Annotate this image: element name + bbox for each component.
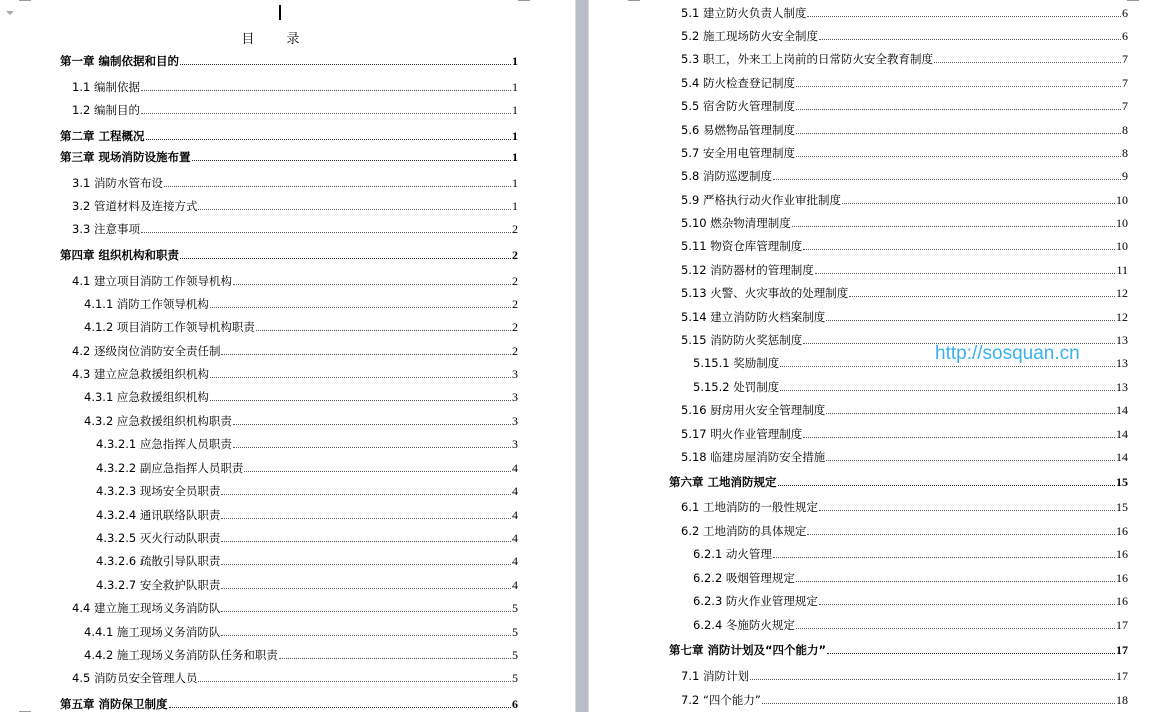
toc-leader-dots [164,186,511,187]
toc-entry[interactable] [96,461,518,475]
toc-entry[interactable] [96,531,518,545]
toc-entry[interactable] [72,80,518,94]
toc-entry-label: 5.10 燃杂物清理制度 [681,216,791,230]
toc-page-number: 8 [1122,146,1128,160]
toc-entry-label: 第三章 现场消防设施布置 [60,150,191,164]
toc-entry-label: 4.3 建立应急救援组织机构 [72,367,209,381]
toc-entry[interactable] [693,380,1128,394]
toc-leader-dots [796,156,1121,157]
toc-leader-dots [221,588,511,589]
toc-page-number: 2 [512,248,518,262]
toc-entry-label: 7.1 消防计划 [681,669,749,683]
toc-entry-label: 1.2 编制目的 [72,103,140,117]
toc-page-number: 4 [512,578,518,592]
toc-leader-dots [233,284,511,285]
toc-leader-dots [827,653,1115,654]
toc-entry-label: 1.1 编制依据 [72,80,140,94]
toc-page-number: 2 [512,297,518,311]
toc-leader-dots [796,628,1115,629]
toc-entry[interactable] [72,274,518,288]
toc-entry-label: 5.5 宿舍防火管理制度 [681,99,795,113]
toc-entry[interactable] [72,103,518,117]
toc-leader-dots [192,160,511,161]
toc-entry[interactable] [84,390,518,404]
toc-entry-label: 4.2 逐级岗位消防安全责任制 [72,344,221,358]
toc-page-number: 1 [512,54,518,68]
toc-entry-label: 6.2.2 吸烟管理规定 [693,571,795,585]
toc-page-number: 16 [1116,594,1128,608]
toc-page-number: 17 [1116,643,1128,657]
toc-entry-label: 5.8 消防巡逻制度 [681,169,772,183]
toc-leader-dots [750,679,1115,680]
toc-entry-label: 4.3.2.1 应急指挥人员职责 [96,437,232,451]
toc-page-number: 6 [1122,6,1128,20]
toc-entry-label: 6.1 工地消防的一般性规定 [681,500,818,514]
page-corner-mark [628,0,640,1]
toc-entry[interactable] [681,403,1128,417]
page-gap [575,0,589,712]
toc-entry-label: 6.2.3 防火作业管理规定 [693,594,818,608]
toc-page-number: 3 [512,390,518,404]
toc-entry-label: 第六章 工地消防规定 [669,475,777,489]
toc-entry[interactable] [681,76,1128,90]
page-corner-mark [19,0,31,1]
toc-entry-label: 第七章 消防计划及“四个能力” [669,643,827,657]
toc-page-number: 4 [512,484,518,498]
toc-page-number: 7 [1122,52,1128,66]
toc-entry[interactable] [681,310,1128,324]
toc-entry-label: 5.3 职工，外来工上岗前的日常防火安全教育制度 [681,52,933,66]
toc-leader-dots [796,109,1121,110]
toc-page-number: 14 [1116,427,1128,441]
toc-entry[interactable] [693,547,1128,561]
toc-entry-label: 6.2.4 冬施防火规定 [693,618,795,632]
toc-entry[interactable] [681,669,1128,683]
toc-page-number: 8 [1122,123,1128,137]
toc-entry-label: 4.1.1 消防工作领导机构 [84,297,209,311]
toc-entry[interactable] [681,29,1128,43]
toc-entry[interactable] [681,193,1128,207]
toc-entry[interactable] [84,648,518,662]
toc-entry-label: 4.1.2 项目消防工作领导机构职责 [84,320,255,334]
toc-entry-label: 第一章 编制依据和目的 [60,54,180,68]
toc-entry-label: 5.1 建立防火负责人制度 [681,6,807,20]
toc-entry[interactable] [84,320,518,334]
toc-entry-label: 5.13 火警、火灾事故的处理制度 [681,286,849,300]
toc-entry[interactable] [681,52,1128,66]
toc-page-number: 2 [512,222,518,236]
toc-entry-label: 4.3.2.7 安全救护队职责 [96,578,221,592]
toc-entry[interactable] [96,437,518,451]
toc-entry[interactable] [84,297,518,311]
toc-entry-label: 3.3 注意事项 [72,222,140,236]
toc-page-number: 13 [1116,356,1128,370]
toc-entry-label: 5.18 临建房屋消防安全措施 [681,450,826,464]
toc-page-number: 10 [1116,216,1128,230]
toc-leader-dots [210,377,511,378]
toc-leader-dots [141,232,511,233]
toc-leader-dots [221,564,511,565]
toc-leader-dots [244,471,511,472]
toc-page-number: 1 [512,199,518,213]
toc-entry[interactable] [681,693,1128,707]
toc-leader-dots [819,510,1115,511]
toc-leader-dots [780,366,1115,367]
toc-entry-label: 5.9 严格执行动火作业审批制度 [681,193,841,207]
toc-page-number: 4 [512,554,518,568]
toc-entry-label: 第四章 组织机构和职责 [60,248,180,262]
toc-leader-dots [169,707,511,708]
toc-entry[interactable] [84,414,518,428]
toc-entry-label: 5.12 消防器材的管理制度 [681,263,814,277]
toc-leader-dots [198,209,511,210]
toc-leader-dots [807,16,1121,17]
toc-leader-dots [141,90,511,91]
toc-entry-label: 4.3.2.3 现场安全员职责 [96,484,221,498]
toc-page-number: 15 [1116,475,1128,489]
toc-page-number: 10 [1116,193,1128,207]
toc-entry-label: 4.3.2 应急救援组织机构职责 [84,414,232,428]
toc-leader-dots [233,424,511,425]
toc-leader-dots [849,296,1115,297]
toc-page-number: 4 [512,508,518,522]
toc-leader-dots [796,86,1121,87]
toc-page-number: 9 [1122,169,1128,183]
toc-leader-dots [279,658,511,659]
toc-leader-dots [221,494,511,495]
toc-leader-dots [221,518,511,519]
toc-leader-dots [792,226,1115,227]
toc-entry-label: 第二章 工程概况 [60,129,145,143]
toc-leader-dots [210,400,511,401]
toc-page-number: 4 [512,461,518,475]
toc-leader-dots [773,557,1115,558]
toc-entry[interactable] [681,524,1128,538]
toc-page-number: 5 [512,601,518,615]
toc-chapter-entry[interactable] [60,54,518,68]
toc-entry[interactable] [96,554,518,568]
toc-page-number: 7 [1122,99,1128,113]
toc-page-number: 14 [1116,450,1128,464]
text-cursor [279,5,281,20]
toc-page-number: 14 [1116,403,1128,417]
toc-leader-dots [796,133,1121,134]
toc-leader-dots [221,354,511,355]
toc-entry-label: 5.6 易燃物品管理制度 [681,123,795,137]
toc-title: 目 录 [241,32,314,47]
toc-entry[interactable] [681,427,1128,441]
toc-leader-dots [141,113,511,114]
toc-leader-dots [773,179,1121,180]
toc-entry[interactable] [84,625,518,639]
toc-leader-dots [796,581,1115,582]
toc-entry-label: 5.11 物资仓库管理制度 [681,239,803,253]
toc-page-number: 2 [512,320,518,334]
toc-entry-label: 5.15.2 处罚制度 [693,380,780,394]
toc-leader-dots [146,139,511,140]
toc-entry[interactable] [681,239,1128,253]
toc-entry[interactable] [96,484,518,498]
watermark: http://sosquan.cn [935,343,1080,364]
toc-leader-dots [803,249,1115,250]
toc-entry[interactable] [72,222,518,236]
toc-page-number: 18 [1116,693,1128,707]
toc-page-number: 1 [512,129,518,143]
toc-page-number: 16 [1116,524,1128,538]
toc-entry-label: 4.5 消防员安全管理人员 [72,671,198,685]
toc-page-number: 6 [512,697,518,711]
toc-entry[interactable] [72,199,518,213]
toc-page-number: 17 [1116,618,1128,632]
toc-page-number: 1 [512,103,518,117]
toc-entry-label: 3.1 消防水管布设 [72,176,163,190]
toc-page-number: 15 [1116,500,1128,514]
toc-entry[interactable] [72,344,518,358]
toc-page-number: 16 [1116,571,1128,585]
toc-entry[interactable] [72,601,518,615]
toc-entry-label: 4.3.2.6 疏散引导队职责 [96,554,221,568]
toc-entry-label: 4.3.1 应急救援组织机构 [84,390,209,404]
toc-page-number: 1 [512,80,518,94]
toc-page-number: 17 [1116,669,1128,683]
toc-entry[interactable] [72,671,518,685]
toc-page-number: 5 [512,625,518,639]
toc-page-number: 7 [1122,76,1128,90]
toc-leader-dots [778,485,1115,486]
ruler-marker-icon [6,11,14,15]
toc-entry-label: 4.3.2.4 通讯联络队职责 [96,508,221,522]
toc-entry[interactable] [72,176,518,190]
toc-chapter-entry[interactable] [669,643,1128,657]
toc-leader-dots [826,320,1115,321]
toc-entry-label: 5.16 厨房用火安全管理制度 [681,403,826,417]
toc-leader-dots [803,437,1115,438]
toc-entry[interactable] [72,367,518,381]
toc-page-number: 3 [512,437,518,451]
toc-entry-label: 5.14 建立消防防火档案制度 [681,310,826,324]
toc-entry-label: 4.1 建立项目消防工作领导机构 [72,274,232,288]
toc-entry-label: 5.2 施工现场防火安全制度 [681,29,818,43]
toc-leader-dots [780,390,1115,391]
toc-entry-label: 5.15.1 奖励制度 [693,356,780,370]
toc-entry[interactable] [681,123,1128,137]
toc-page-number: 3 [512,414,518,428]
toc-page-number: 6 [1122,29,1128,43]
toc-leader-dots [842,203,1115,204]
toc-leader-dots [826,413,1115,414]
toc-page-number: 12 [1116,310,1128,324]
toc-page-number: 1 [512,176,518,190]
toc-page-number: 10 [1116,239,1128,253]
toc-page-number: 13 [1116,380,1128,394]
toc-entry-label: 4.4.1 施工现场义务消防队 [84,625,221,639]
toc-entry[interactable] [96,508,518,522]
toc-page-number: 5 [512,671,518,685]
toc-entry-label: 5.7 安全用电管理制度 [681,146,795,160]
toc-chapter-entry[interactable] [60,697,518,711]
toc-chapter-entry[interactable] [60,150,518,164]
toc-entry[interactable] [693,571,1128,585]
toc-leader-dots [180,64,511,65]
toc-entry[interactable] [681,500,1128,514]
toc-page-number: 11 [1116,263,1128,277]
toc-entry-label: 4.4 建立施工现场义务消防队 [72,601,221,615]
toc-leader-dots [815,273,1116,274]
toc-leader-dots [807,534,1115,535]
toc-entry-label: 4.4.2 施工现场义务消防队任务和职责 [84,648,278,662]
toc-entry-label: 6.2.1 动火管理 [693,547,772,561]
toc-entry-label: 4.3.2.5 灭火行动队职责 [96,531,221,545]
toc-leader-dots [221,541,511,542]
page-corner-mark [1127,0,1139,1]
toc-entry-label: 5.15 消防防火奖惩制度 [681,333,803,347]
toc-leader-dots [221,635,511,636]
toc-page-number: 4 [512,531,518,545]
toc-entry-label: 3.2 管道材料及连接方式 [72,199,198,213]
toc-leader-dots [198,681,511,682]
toc-page-number: 1 [512,150,518,164]
toc-entry[interactable] [96,578,518,592]
toc-page-number: 5 [512,648,518,662]
toc-entry-label: 6.2 工地消防的具体规定 [681,524,807,538]
toc-entry[interactable] [681,146,1128,160]
toc-entry[interactable] [693,594,1128,608]
toc-leader-dots [819,604,1115,605]
toc-entry[interactable] [681,450,1128,464]
document-page-left [0,0,575,712]
toc-leader-dots [221,611,511,612]
toc-page-number: 13 [1116,333,1128,347]
toc-entry[interactable] [681,6,1128,20]
toc-leader-dots [934,62,1121,63]
toc-entry[interactable] [693,618,1128,632]
toc-page-number: 16 [1116,547,1128,561]
toc-entry[interactable] [681,169,1128,183]
toc-entry[interactable] [681,286,1128,300]
toc-leader-dots [180,258,511,259]
toc-entry-label: 4.3.2.2 副应急指挥人员职责 [96,461,244,475]
toc-entry-label: 5.4 防火检查登记制度 [681,76,795,90]
toc-leader-dots [762,703,1115,704]
toc-entry[interactable] [681,263,1128,277]
toc-page-number: 3 [512,367,518,381]
toc-leader-dots [210,307,511,308]
toc-entry[interactable] [681,99,1128,113]
toc-leader-dots [233,447,511,448]
toc-page-number: 2 [512,274,518,288]
page-corner-mark [518,0,530,1]
toc-chapter-entry[interactable] [669,475,1128,489]
toc-entry-label: 7.2 “四个能力” [681,693,761,707]
toc-page-number: 12 [1116,286,1128,300]
toc-leader-dots [826,460,1115,461]
toc-entry-label: 5.17 明火作业管理制度 [681,427,803,441]
toc-chapter-entry[interactable] [60,248,518,262]
toc-leader-dots [819,39,1121,40]
toc-page-number: 2 [512,344,518,358]
toc-entry[interactable] [681,216,1128,230]
toc-leader-dots [256,330,511,331]
toc-entry-label: 第五章 消防保卫制度 [60,697,168,711]
toc-chapter-entry[interactable] [60,129,518,143]
